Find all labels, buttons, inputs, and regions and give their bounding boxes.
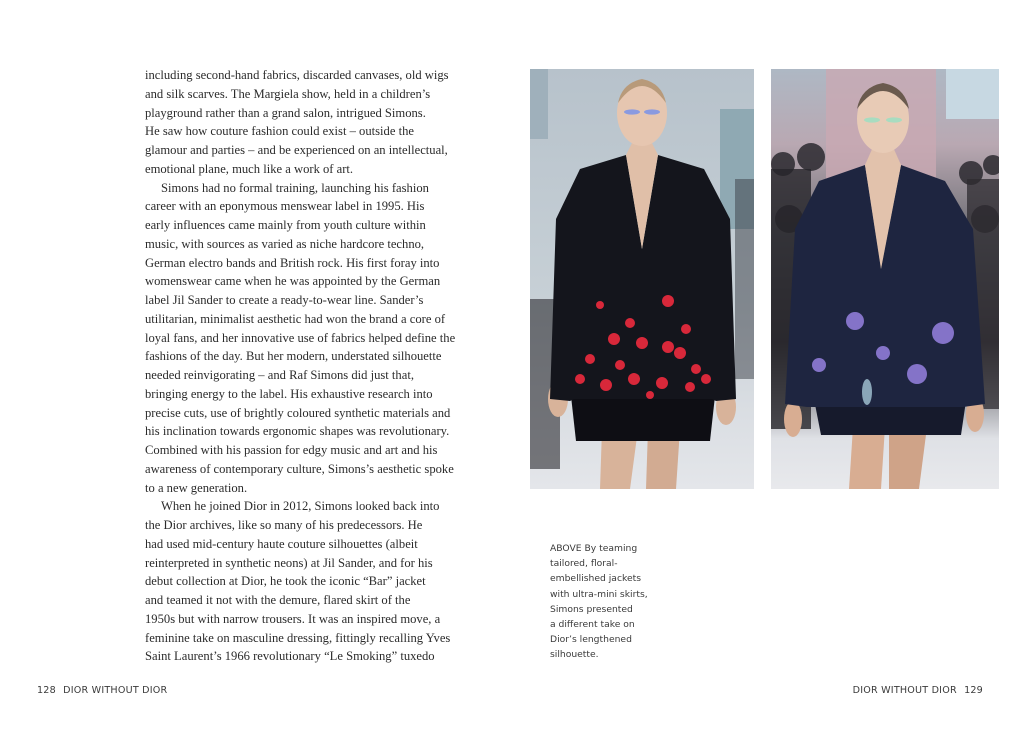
caption-line: ABOVE By teaming xyxy=(550,543,638,554)
runway-model-illustration xyxy=(530,69,754,489)
body-line: bringing energy to the label. His exhaustive research into xyxy=(145,386,433,401)
photo-caption xyxy=(550,541,650,663)
body-line: career with an eponymous menswear label in 1995. His xyxy=(145,199,425,214)
body-line: playground rather than a grand salon, intrigued Simons. xyxy=(145,105,426,120)
body-line: awareness of contemporary culture, Simons’s aesthetic spoke xyxy=(145,461,454,476)
folio-right xyxy=(849,685,983,696)
body-line: music, with sources as varied as niche hardcore techno, xyxy=(145,236,425,251)
body-line: 1950s but with narrow trousers. It was an inspired move, a xyxy=(145,611,441,626)
body-line: utilitarian, minimalist aesthetic had won the brand a core of xyxy=(145,311,446,326)
runway-photo-navy-jacket xyxy=(771,69,999,489)
running-head: DIOR WITHOUT DIOR xyxy=(63,685,168,696)
body-line: reinterpreted in synthetic neons) at Jil Sander, and for his xyxy=(145,555,433,570)
body-line: German electro bands and British rock. His first foray into xyxy=(145,255,440,270)
caption-line: a different take on xyxy=(550,619,635,631)
body-line: precise cuts, use of brightly coloured synthetic materials and xyxy=(145,405,451,420)
body-line: womenswear came when he was appointed by the German xyxy=(145,274,441,289)
page-number: 128 xyxy=(37,685,56,696)
body-line: He saw how couture fashion could exist – outside the xyxy=(145,124,414,139)
body-line: glamour and parties – and be experienced on an intellectual, xyxy=(145,143,448,157)
body-line: feminine take on masculine dressing, fittingly recalling Yves xyxy=(145,630,451,645)
page-number: 129 xyxy=(964,685,983,696)
caption-line: embellished jackets xyxy=(550,573,642,585)
folio-left xyxy=(37,685,171,696)
body-line: Saint Laurent’s 1966 revolutionary “Le Smoking” tuxedo xyxy=(145,649,435,664)
runway-photo-black-jacket xyxy=(530,69,754,489)
body-line: fashions of the day. But her modern, understated silhouette xyxy=(145,349,442,364)
body-text-column xyxy=(145,66,475,666)
body-line: and silk scarves. The Margiela show, held in a children’s xyxy=(145,86,431,101)
body-line: and teamed it not with the demure, flared skirt of the xyxy=(145,593,411,607)
body-line: had used mid-century haute couture silhouettes (albeit xyxy=(145,536,418,551)
running-head: DIOR WITHOUT DIOR xyxy=(852,685,957,696)
caption-line: Dior’s lengthened xyxy=(550,634,632,646)
body-line: When he joined Dior in 2012, Simons looked back into xyxy=(161,499,440,514)
body-line: to a new generation. xyxy=(145,480,248,495)
body-line: loyal fans, and her innovative use of fabrics helped define the xyxy=(145,330,456,345)
body-line: emotional plane, much like a work of art. xyxy=(145,161,354,176)
body-line: Combined with his passion for edgy music and art and his xyxy=(145,443,438,457)
body-line: debut collection at Dior, he took the iconic “Bar” jacket xyxy=(145,574,426,589)
caption-line: with ultra-mini skirts, xyxy=(550,588,648,600)
body-line: his inclination towards ergonomic shapes was revolutionary. xyxy=(145,424,450,439)
body-line: early influences came mainly from youth culture within xyxy=(145,218,426,232)
body-line: including second-hand fabrics, discarded canvases, old wigs xyxy=(145,68,449,82)
caption-line: silhouette. xyxy=(550,649,599,661)
body-line: needed reinvigorating – and Raf Simons did just that, xyxy=(145,368,414,382)
caption-line: tailored, floral- xyxy=(550,558,618,570)
runway-model-illustration xyxy=(771,69,999,489)
body-line: label Jil Sander to create a ready-to-wear line. Sander’s xyxy=(145,293,424,307)
body-line: Simons had no formal training, launching his fashion xyxy=(161,180,429,195)
caption-line: Simons presented xyxy=(550,603,633,615)
body-line: the Dior archives, like so many of his predecessors. He xyxy=(145,518,423,532)
